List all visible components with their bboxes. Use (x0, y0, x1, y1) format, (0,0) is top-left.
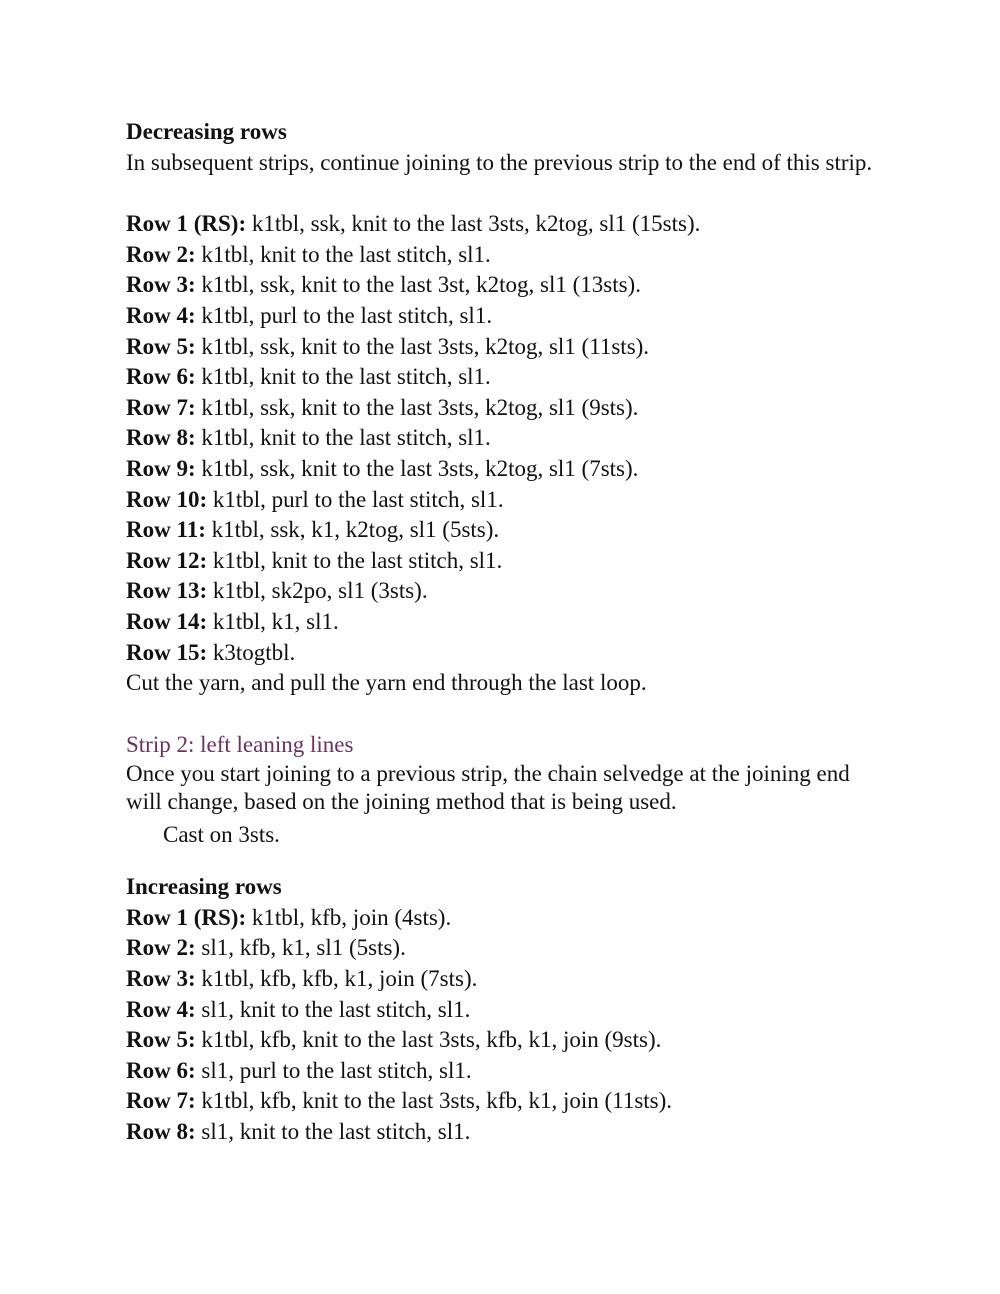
row-text: k1tbl, knit to the last stitch, sl1. (195, 241, 491, 267)
row-label: Row 3: (126, 272, 196, 298)
row-text: k1tbl, kfb, kfb, k1, join (7sts). (195, 966, 478, 992)
row-text: k1tbl, ssk, knit to the last 3sts, k2tog, sl1 (9sts). (195, 394, 639, 420)
instruction-row (126, 423, 886, 454)
instruction-row (126, 1025, 886, 1056)
instruction-row (126, 1056, 886, 1087)
strip-2-intro: Once you start joining to a previous strip, the chain selvedge at the joining end will change, based on the joining method that is being used. (126, 760, 850, 814)
row-label: Row 2: (126, 241, 196, 267)
spacer (126, 699, 886, 730)
row-text: sl1, purl to the last stitch, sl1. (195, 1057, 472, 1083)
row-text: sl1, knit to the last stitch, sl1. (195, 1119, 471, 1145)
row-text: k3togtbl. (207, 639, 296, 665)
instruction-row (126, 454, 886, 485)
row-text: k1tbl, knit to the last stitch, sl1. (195, 425, 491, 451)
row-text: k1tbl, ssk, knit to the last 3st, k2tog, sl1 (13sts). (195, 272, 641, 298)
decreasing-closing: Cut the yarn, and pull the yarn end through the last loop. (126, 670, 647, 696)
row-text: k1tbl, kfb, join (4sts). (246, 904, 452, 930)
row-label: Row 7: (126, 394, 196, 420)
instruction-row (126, 332, 886, 363)
row-label: Row 13: (126, 578, 208, 604)
row-label: Row 1 (RS): (126, 904, 247, 930)
increasing-rows-list (126, 903, 886, 1148)
decreasing-rows-heading: Decreasing rows (126, 119, 287, 144)
row-label: Row 7: (126, 1088, 196, 1114)
row-text: k1tbl, kfb, knit to the last 3sts, kfb, k1, join (9sts). (195, 1027, 662, 1053)
row-label: Row 11: (126, 517, 206, 543)
increasing-rows-heading: Increasing rows (126, 874, 282, 900)
row-text: sl1, kfb, k1, sl1 (5sts). (195, 935, 406, 961)
instruction-row (126, 1117, 886, 1148)
row-label: Row 9: (126, 455, 196, 481)
row-text: k1tbl, ssk, knit to the last 3sts, k2tog, sl1 (11sts). (195, 333, 650, 359)
decreasing-intro: In subsequent strips, continue joining to the previous strip to the end of this strip. (126, 149, 873, 175)
row-label: Row 8: (126, 1119, 196, 1145)
row-text: k1tbl, sk2po, sl1 (3sts). (207, 578, 428, 604)
instruction-row (126, 270, 886, 301)
row-text: k1tbl, ssk, knit to the last 3sts, k2tog, sl1 (7sts). (195, 455, 639, 481)
document-page (126, 117, 886, 1148)
row-label: Row 4: (126, 302, 196, 328)
row-text: k1tbl, knit to the last stitch, sl1. (207, 547, 503, 573)
row-label: Row 10: (126, 486, 208, 512)
row-text: k1tbl, kfb, knit to the last 3sts, kfb, k1, join (11sts). (195, 1088, 673, 1114)
strip-2-heading: Strip 2: left leaning lines (126, 731, 354, 757)
instruction-row (126, 485, 886, 516)
instruction-row (126, 995, 886, 1026)
instruction-row (126, 1086, 886, 1117)
instruction-row (126, 903, 886, 934)
row-label: Row 5: (126, 333, 196, 359)
instruction-row (126, 607, 886, 638)
row-label: Row 14: (126, 608, 208, 634)
instruction-row (126, 393, 886, 424)
instruction-row (126, 546, 886, 577)
instruction-row (126, 638, 886, 669)
row-label: Row 4: (126, 996, 196, 1022)
row-label: Row 6: (126, 1057, 196, 1083)
instruction-row (126, 576, 886, 607)
instruction-row (126, 964, 886, 995)
row-text: k1tbl, purl to the last stitch, sl1. (195, 302, 493, 328)
row-text: k1tbl, ssk, k1, k2tog, sl1 (5sts). (205, 517, 500, 543)
row-label: Row 8: (126, 425, 196, 451)
row-label: Row 5: (126, 1027, 196, 1053)
row-label: Row 1 (RS): (126, 211, 247, 237)
row-text: k1tbl, knit to the last stitch, sl1. (195, 364, 491, 390)
decreasing-rows-list (126, 209, 886, 668)
instruction-row (126, 301, 886, 332)
row-text: k1tbl, purl to the last stitch, sl1. (207, 486, 504, 512)
row-text: sl1, knit to the last stitch, sl1. (195, 996, 471, 1022)
instruction-row (126, 933, 886, 964)
spacer (126, 178, 886, 209)
cast-on-instruction: Cast on 3sts. (163, 821, 280, 847)
row-label: Row 2: (126, 935, 196, 961)
row-label: Row 15: (126, 639, 208, 665)
instruction-row (126, 209, 886, 240)
instruction-row (126, 240, 886, 271)
instruction-row (126, 362, 886, 393)
row-label: Row 6: (126, 364, 196, 390)
row-label: Row 3: (126, 966, 196, 992)
row-text: k1tbl, k1, sl1. (207, 608, 339, 634)
spacer (126, 850, 886, 872)
instruction-row (126, 515, 886, 546)
row-text: k1tbl, ssk, knit to the last 3sts, k2tog, sl1 (15sts). (246, 211, 701, 237)
row-label: Row 12: (126, 547, 208, 573)
